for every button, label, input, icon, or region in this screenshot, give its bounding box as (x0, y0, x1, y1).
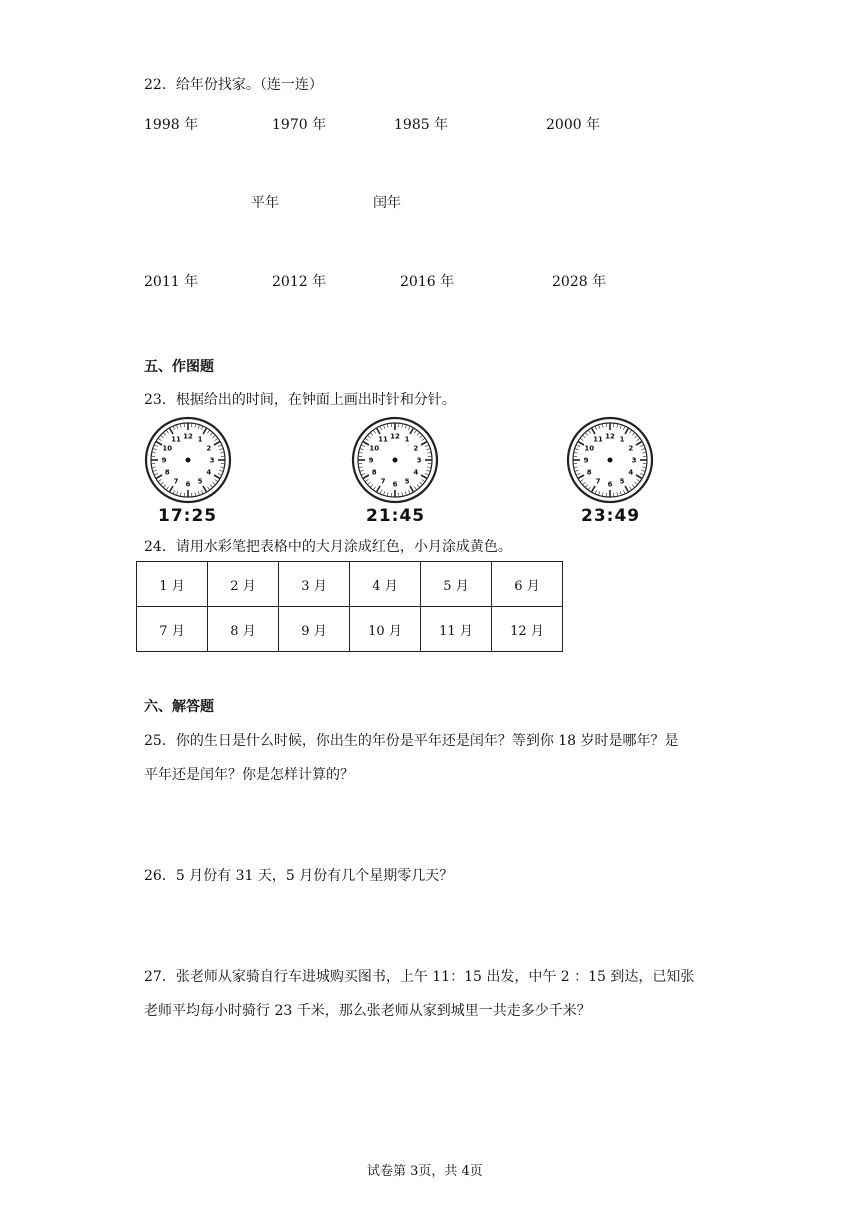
clock-tick (595, 427, 596, 430)
year-2016: 2016 年 (400, 274, 455, 290)
q26-text: 26．5 月份有 31 天，5 月份有几个星期零几天？ (144, 868, 454, 884)
clock-number: 4 (413, 468, 419, 477)
clock-tick (425, 445, 428, 446)
clock-number: 1 (404, 435, 410, 444)
clock-tick (167, 487, 169, 490)
q27-line-2: 老师平均每小时骑行 23 千米，那么张老师从家到城里一共走多少千米？ (144, 1003, 591, 1019)
clock-tick (578, 442, 584, 445)
clock-tick (575, 470, 578, 471)
clock-tick (371, 485, 373, 488)
clock-tick (637, 439, 640, 441)
clock-tick (359, 452, 362, 453)
clock-tick (580, 479, 583, 481)
clock-tick (153, 449, 156, 450)
clock-tick (620, 425, 621, 428)
q22-title: 22．给年份找家。（连一连） (144, 77, 323, 93)
clock-number: 5 (197, 477, 203, 486)
year-2012: 2012 年 (272, 274, 327, 290)
clock-tick (632, 433, 634, 436)
clock-tick (426, 449, 429, 450)
clock-tick (203, 486, 206, 492)
clock-tick (574, 452, 577, 453)
clock-number: 8 (586, 468, 592, 477)
clock-tick (405, 491, 406, 494)
clock-tick (195, 492, 196, 495)
clock-tick (586, 485, 588, 488)
month-cell[interactable]: 2 月 (208, 562, 279, 607)
clock-tick (586, 433, 588, 436)
clock-tick (417, 433, 419, 436)
clock-number: 7 (380, 477, 386, 486)
clock-number: 6 (607, 480, 613, 489)
month-cell[interactable]: 6 月 (492, 562, 563, 607)
clock-tick (410, 428, 413, 434)
clock-tick (632, 485, 634, 488)
clock-tick (365, 479, 368, 481)
clock-tick (180, 492, 181, 495)
clock-tick (629, 430, 631, 433)
clock-tick (218, 445, 221, 446)
clock-number: 1 (197, 435, 203, 444)
clock-tick (362, 445, 365, 446)
clock-tick (635, 436, 638, 438)
clock-tick (575, 449, 578, 450)
clock-tick (368, 482, 371, 484)
clock-tick (574, 467, 577, 468)
clock-tick (161, 436, 164, 438)
month-cell[interactable]: 5 月 (421, 562, 492, 607)
clock-tick (374, 487, 376, 490)
year-2000: 2000 年 (546, 117, 601, 133)
month-cell[interactable]: 12 月 (492, 607, 563, 652)
clock-tick (210, 433, 212, 436)
section-5-title: 五、作图题 (144, 359, 214, 375)
clock-tick (402, 424, 403, 427)
clock-tick (203, 428, 206, 434)
clock-tick (220, 467, 223, 468)
clock-tick (636, 475, 642, 478)
clock-tick (629, 487, 631, 490)
clock-tick (410, 486, 413, 492)
q25-line-1: 25．你的生日是什么时候，你出生的年份是平年还是闰年？等到你 18 岁时是哪年？是 (144, 733, 679, 749)
clock-tick (220, 452, 223, 453)
clock-tick (580, 439, 583, 441)
clock-tick (577, 445, 580, 446)
clock-number: 6 (185, 480, 191, 489)
clock-time-3: 23:49 (581, 506, 641, 526)
clock-tick (578, 475, 584, 478)
clock-tick (427, 452, 430, 453)
clock-face-3 (566, 416, 654, 504)
clock-tick (595, 490, 596, 493)
clock-tick (215, 479, 218, 481)
clock-tick (365, 439, 368, 441)
clock-tick (156, 475, 162, 478)
clock-number: 12 (183, 432, 193, 441)
leap-year-label: 闰年 (373, 195, 401, 211)
clock-tick (207, 430, 209, 433)
clock-number: 9 (161, 456, 167, 465)
clock-tick (641, 449, 644, 450)
clock-tick (642, 467, 645, 468)
month-cell[interactable]: 4 月 (350, 562, 421, 607)
clock-tick (421, 475, 427, 478)
clock-tick (152, 452, 155, 453)
clock-number: 10 (369, 444, 380, 453)
clock-tick (155, 473, 158, 474)
clock-tick (583, 436, 586, 438)
clock-tick (360, 449, 363, 450)
clock-tick (201, 490, 202, 493)
clock-number: 5 (619, 477, 625, 486)
clock-tick (360, 470, 363, 471)
clock-tick (408, 427, 409, 430)
clock-tick (214, 442, 220, 445)
clock-tick (167, 430, 169, 433)
clock-tick (180, 424, 181, 427)
clock-tick (368, 436, 371, 438)
year-2028: 2028 年 (552, 274, 607, 290)
clock-tick (602, 492, 603, 495)
clock-tick (617, 424, 618, 427)
clock-tick (635, 482, 638, 484)
clock-tick (414, 487, 416, 490)
clock-tick (164, 433, 166, 436)
clock-number: 2 (206, 444, 212, 453)
clock-tick (640, 473, 643, 474)
clock-number: 1 (619, 435, 625, 444)
clock-tick (164, 485, 166, 488)
clock-number: 8 (371, 468, 377, 477)
clock-tick (420, 436, 423, 438)
clock-tick (218, 473, 221, 474)
clock-face-2 (351, 416, 439, 504)
clock-tick (156, 442, 162, 445)
clock-number: 12 (605, 432, 615, 441)
clock-tick (207, 487, 209, 490)
clock-tick (363, 442, 369, 445)
clock-tick (402, 492, 403, 495)
clock-number: 7 (595, 477, 601, 486)
clock-tick (625, 428, 628, 434)
clock-number: 4 (628, 468, 634, 477)
clock-tick (599, 491, 600, 494)
clock-tick (170, 486, 173, 492)
page-footer: 试卷第 3页，共 4页 (367, 1164, 483, 1179)
common-year-label: 平年 (251, 195, 279, 211)
clock-time-2: 21:45 (366, 506, 426, 526)
q23-title: 23．根据给出的时间，在钟面上画出时针和分针。 (144, 392, 456, 408)
clock-number: 11 (171, 435, 181, 444)
clock-tick (589, 430, 591, 433)
clock-tick (625, 486, 628, 492)
year-1985: 1985 年 (394, 117, 449, 133)
clock-tick (422, 439, 425, 441)
clock-tick (599, 425, 600, 428)
year-2011: 2011 年 (144, 274, 199, 290)
clock-number: 11 (593, 435, 603, 444)
clock-tick (214, 475, 220, 478)
clock-tick (640, 445, 643, 446)
clock-tick (617, 492, 618, 495)
clock-tick (359, 467, 362, 468)
table-row (137, 607, 563, 652)
clock-tick (387, 424, 388, 427)
clock-tick (158, 439, 161, 441)
month-cell[interactable]: 9 月 (279, 607, 350, 652)
clock-number: 7 (173, 477, 179, 486)
clock-tick (589, 487, 591, 490)
clock-tick (387, 492, 388, 495)
clock-tick (422, 479, 425, 481)
q24-title: 24．请用水彩笔把表格中的大月涂成红色，小月涂成黄色。 (144, 539, 512, 555)
clock-tick (425, 473, 428, 474)
clock-tick (602, 424, 603, 427)
clock-tick (380, 490, 381, 493)
clock-tick (636, 442, 642, 445)
table-row (137, 562, 563, 607)
clock-number: 11 (378, 435, 388, 444)
clock-tick (592, 486, 595, 492)
clock-tick (414, 430, 416, 433)
clock-tick (195, 424, 196, 427)
month-cell[interactable]: 1 月 (137, 562, 208, 607)
clock-tick (380, 427, 381, 430)
clock-tick (623, 427, 624, 430)
clock-face-1 (144, 416, 232, 504)
clock-tick (641, 470, 644, 471)
clock-tick (219, 449, 222, 450)
clock-number: 5 (404, 477, 410, 486)
clock-tick (642, 452, 645, 453)
clock-number: 6 (392, 480, 398, 489)
clock-tick (421, 442, 427, 445)
clock-number: 3 (416, 456, 422, 465)
clock-tick (213, 436, 216, 438)
clock-tick (198, 491, 199, 494)
clock-tick (210, 485, 212, 488)
clock-tick (363, 475, 369, 478)
section-6-title: 六、解答题 (144, 699, 214, 715)
month-cell[interactable]: 3 月 (279, 562, 350, 607)
clock-tick (152, 467, 155, 468)
clock-tick (177, 491, 178, 494)
month-cell[interactable]: 11 月 (421, 607, 492, 652)
clock-tick (426, 470, 429, 471)
clock-tick (583, 482, 586, 484)
clock-tick (377, 486, 380, 492)
clock-tick (577, 473, 580, 474)
clock-tick (362, 473, 365, 474)
q27-line-1: 27．张老师从家骑自行车进城购买图书，上午 11：15 出发，中午 2 ：15 到达，已知张 (144, 969, 695, 985)
clock-number: 12 (390, 432, 400, 441)
clock-tick (170, 428, 173, 434)
clock-tick (405, 425, 406, 428)
clock-number: 2 (413, 444, 419, 453)
month-cell[interactable]: 8 月 (208, 607, 279, 652)
clock-tick (384, 425, 385, 428)
clock-tick (620, 491, 621, 494)
clock-number: 9 (583, 456, 589, 465)
clock-center-dot (186, 458, 191, 463)
clock-tick (408, 490, 409, 493)
clock-tick (427, 467, 430, 468)
q25-line-2: 平年还是闰年？你是怎样计算的？ (144, 767, 354, 783)
clock-tick (377, 428, 380, 434)
clock-number: 3 (631, 456, 637, 465)
month-cell[interactable]: 7 月 (137, 607, 208, 652)
clock-center-dot (608, 458, 613, 463)
clock-tick (201, 427, 202, 430)
clock-number: 4 (206, 468, 212, 477)
clock-tick (215, 439, 218, 441)
clock-tick (219, 470, 222, 471)
clock-tick (153, 470, 156, 471)
clock-tick (592, 428, 595, 434)
clock-center-dot (393, 458, 398, 463)
clock-tick (374, 430, 376, 433)
clock-tick (177, 425, 178, 428)
clock-number: 10 (584, 444, 595, 453)
clock-tick (158, 479, 161, 481)
clock-time-1: 17:25 (158, 506, 218, 526)
clock-tick (371, 433, 373, 436)
clock-tick (637, 479, 640, 481)
year-1998: 1998 年 (144, 117, 199, 133)
clock-tick (173, 490, 174, 493)
clock-number: 10 (162, 444, 173, 453)
month-cell[interactable]: 10 月 (350, 607, 421, 652)
clock-tick (161, 482, 164, 484)
clock-number: 2 (628, 444, 634, 453)
clock-tick (384, 491, 385, 494)
clock-tick (198, 425, 199, 428)
clock-tick (420, 482, 423, 484)
clock-tick (155, 445, 158, 446)
clock-number: 8 (164, 468, 170, 477)
clock-tick (623, 490, 624, 493)
clock-tick (173, 427, 174, 430)
clock-number: 3 (209, 456, 215, 465)
clock-tick (213, 482, 216, 484)
clock-number: 9 (368, 456, 374, 465)
year-1970: 1970 年 (272, 117, 327, 133)
months-table (136, 561, 563, 652)
clock-tick (417, 485, 419, 488)
